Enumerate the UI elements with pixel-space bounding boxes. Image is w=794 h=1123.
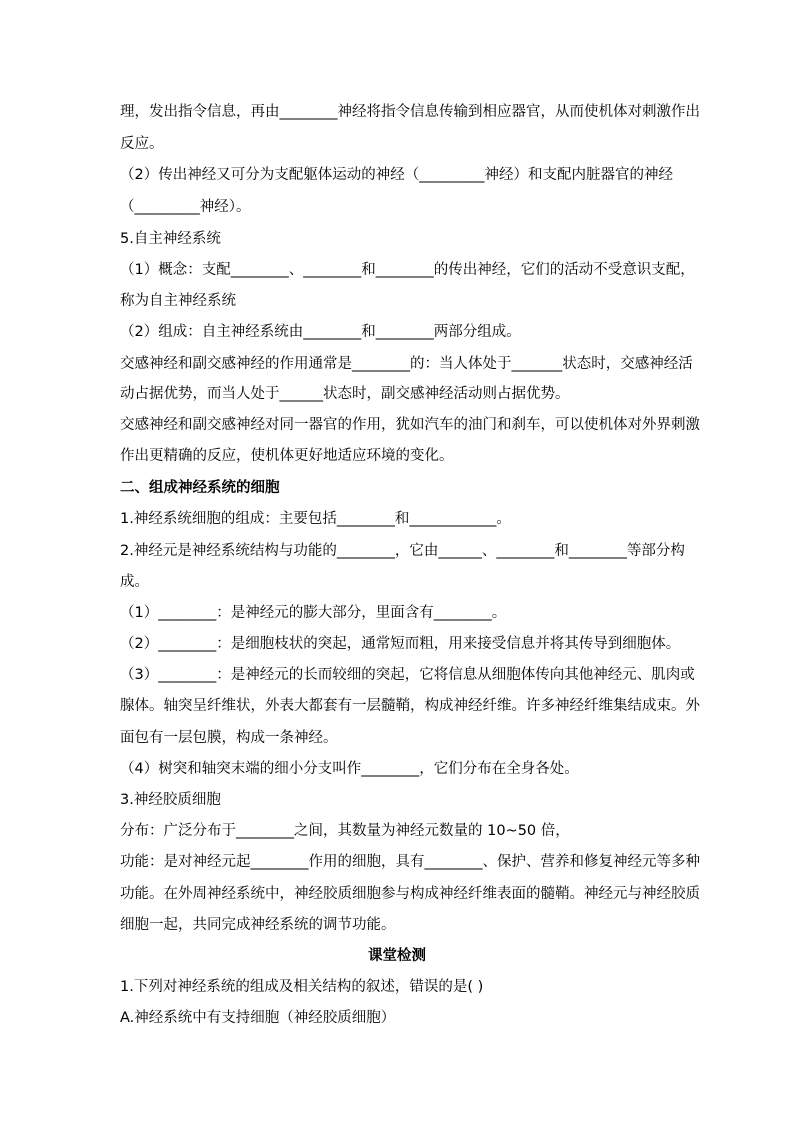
section-heading: 5.自主神经系统 — [120, 231, 221, 247]
text-line: （2）________：是细胞枝状的突起，通常短而粗，用来接受信息并将其传导到细胞体。 — [120, 636, 681, 652]
section-heading: 3.神经胶质细胞 — [120, 792, 221, 808]
text-line: 2.神经元是神经系统结构与功能的________，它由______、________和________等部分构 — [120, 543, 685, 559]
text-line: 1.神经系统细胞的组成：主要包括________和____________。 — [120, 511, 511, 527]
text-line: （2）组成：自主神经系统由________和________两部分组成。 — [120, 324, 521, 340]
text-line: 功能。在外周神经系统中，神经胶质细胞参与构成神经纤维表面的髓鞘。神经元与神经胶质 — [120, 886, 700, 902]
text-line: 作出更精确的反应，使机体更好地适应环境的变化。 — [120, 448, 454, 464]
text-line: 反应。 — [120, 136, 164, 152]
text-line: （2）传出神经又可分为支配躯体运动的神经（_________神经）和支配内脏器官的神经 — [120, 167, 673, 183]
text-line: （_________神经）。 — [120, 199, 251, 215]
text-line: （1）________：是神经元的膨大部分，里面含有________。 — [120, 605, 507, 621]
text-line: 理，发出指令信息，再由________神经将指令信息传输到相应器官，从而使机体对刺激作出 — [120, 104, 700, 120]
text-line: 动占据优势，而当人处于______状态时，副交感神经活动则占据优势。 — [120, 386, 570, 402]
text-line: 交感神经和副交感神经的作用通常是________的：当人体处于_______状态时，交感神经活 — [120, 356, 693, 372]
answer-option: A.神经系统中有支持细胞（神经胶质细胞） — [120, 1010, 396, 1026]
section-title: 课堂检测 — [368, 948, 426, 964]
text-line: 细胞一起，共同完成神经系统的调节功能。 — [120, 917, 396, 933]
text-line: 功能：是对神经元起________作用的细胞，具有________、保护、营养和修复神经元等多种 — [120, 854, 700, 870]
text-line: （4）树突和轴突末端的细小分支叫作________，它们分布在全身各处。 — [120, 761, 579, 777]
text-line: 腺体。轴突呈纤维状，外表大都套有一层髓鞘，构成神经纤维。许多神经纤维集结成束。外 — [120, 698, 700, 714]
text-line: 分布：广泛分布于________之间，其数量为神经元数量的 10~50 倍， — [120, 823, 570, 839]
section-heading: 二、组成神经系统的细胞 — [120, 480, 280, 496]
text-line: 交感神经和副交感神经对同一器官的作用，犹如汽车的油门和刹车，可以使机体对外界刺激 — [120, 417, 700, 433]
text-line: （3）________：是神经元的长而较细的突起，它将信息从细胞体传向其他神经元、肌肉或 — [120, 667, 695, 683]
text-line: 成。 — [120, 574, 149, 590]
text-line: 称为自主神经系统 — [120, 293, 236, 309]
text-line: 面包有一层包膜，构成一条神经。 — [120, 730, 338, 746]
text-line: （1）概念：支配________、________和________的传出神经，它们的活动不受意识支配， — [120, 262, 695, 278]
question-text: 1.下列对神经系统的组成及相关结构的叙述，错误的是( ) — [120, 979, 484, 995]
